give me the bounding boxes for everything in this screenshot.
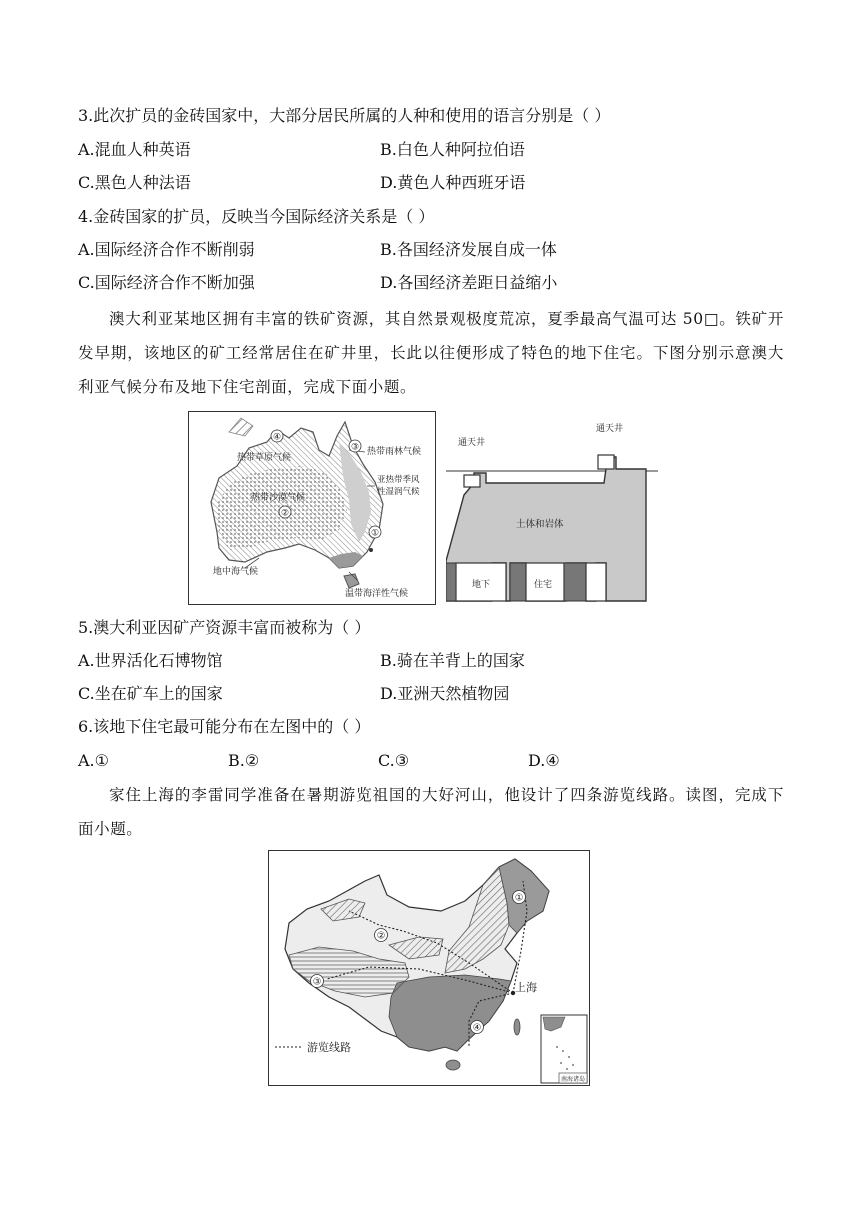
- marker-2-label: ②: [280, 508, 290, 519]
- question-6-option-d[interactable]: D.④: [528, 751, 560, 770]
- label-shanghai: 上海: [515, 981, 537, 994]
- question-6-option-c[interactable]: C.③: [378, 751, 410, 770]
- route-marker-1-label: ①: [514, 892, 524, 904]
- label-tropical-grassland: 热带草原气候: [237, 453, 292, 463]
- question-6-option-a[interactable]: A.①: [78, 751, 109, 770]
- label-mediterranean: 地中海气候: [213, 567, 259, 577]
- route-marker-4-label: ④: [472, 1022, 482, 1034]
- question-5-option-b[interactable]: B.骑在羊背上的国家: [380, 651, 525, 670]
- label-tropical-desert: 热带沙漠气候: [251, 493, 306, 503]
- question-6-option-b[interactable]: B.②: [228, 751, 260, 770]
- marker-2: [279, 506, 291, 519]
- question-3-option-c[interactable]: C.黑色人种法语: [78, 173, 191, 192]
- australia-climate-map: [188, 411, 436, 605]
- question-3-option-b[interactable]: B.白色人种阿拉伯语: [380, 140, 525, 159]
- question-4-stem: 4.金砖国家的扩员，反映当今国际经济关系是（ ）: [78, 207, 435, 226]
- question-4-option-b[interactable]: B.各国经济发展自成一体: [380, 240, 557, 259]
- question-3-stem: 3.此次扩员的金砖国家中，大部分居民所属的人种和使用的语言分别是（ ）: [78, 106, 611, 125]
- marker-4-label: ④: [272, 432, 282, 443]
- question-5-option-d[interactable]: D.亚洲天然植物园: [380, 684, 510, 703]
- label-shaft-right: 通天井: [596, 424, 624, 434]
- china-tour-map: [268, 850, 590, 1086]
- label-tropical-rainforest: 热带雨林气候: [367, 447, 422, 457]
- question-6-stem: 6.该地下住宅最可能分布在左图中的（ ）: [78, 717, 371, 736]
- label-rock-mass: 土体和岩体: [516, 519, 564, 530]
- legend-route-label: 游览线路: [307, 1041, 351, 1054]
- south-china-sea-inset: [541, 1015, 587, 1083]
- question-4-option-d[interactable]: D.各国经济差距日益缩小: [380, 273, 558, 292]
- label-subtropical-humid-line1: 亚热带季风: [377, 475, 420, 485]
- question-4-option-c[interactable]: C.国际经济合作不断加强: [78, 273, 255, 292]
- marker-3: [349, 440, 361, 453]
- question-3-option-a[interactable]: A.混血人种英语: [78, 140, 191, 159]
- route-marker-3: [311, 975, 324, 988]
- label-shaft-left: 通天井: [458, 438, 486, 448]
- question-4-option-a[interactable]: A.国际经济合作不断削弱: [78, 240, 255, 259]
- route-marker-1: [513, 891, 526, 904]
- question-5-stem: 5.澳大利亚因矿产资源丰富而被称为（ ）: [78, 618, 371, 637]
- marker-1: [369, 526, 381, 539]
- label-subtropical-humid-line2: 性湿润气候: [377, 487, 420, 497]
- inset-label: 南海诸岛: [560, 1076, 586, 1083]
- question-5-option-c[interactable]: C.坐在矿车上的国家: [78, 684, 223, 703]
- label-underground: 地下: [472, 580, 491, 590]
- label-temperate-oceanic: 温带海洋性气候: [345, 589, 409, 599]
- route-marker-2-label: ②: [376, 930, 386, 942]
- route-marker-3-label: ③: [312, 976, 322, 988]
- route-marker-4: [471, 1021, 484, 1034]
- underground-house-section: [446, 411, 658, 603]
- question-5-option-a[interactable]: A.世界活化石博物馆: [78, 651, 223, 670]
- australia-passage: 澳大利亚某地区拥有丰富的铁矿资源，其自然景观极度荒凉，夏季最高气温可达 50□。铁矿开发早期，该地区的矿工经常居住在矿井里，长此以往便形成了特色的地下住宅。下图分别示意澳大利亚气候分布及地下住宅剖面，完成下面小题。: [78, 310, 784, 396]
- marker-4: [271, 430, 283, 443]
- marker-3-label: ③: [350, 442, 360, 453]
- question-3-option-d[interactable]: D.黄色人种西班牙语: [380, 173, 526, 192]
- marker-1-label: ①: [370, 528, 380, 539]
- china-tour-passage: 家住上海的李雷同学准备在暑期游览祖国的大好河山，他设计了四条游览线路。读图，完成下面小题。: [78, 786, 784, 838]
- label-house: 住宅: [534, 580, 553, 590]
- route-marker-2: [375, 929, 388, 942]
